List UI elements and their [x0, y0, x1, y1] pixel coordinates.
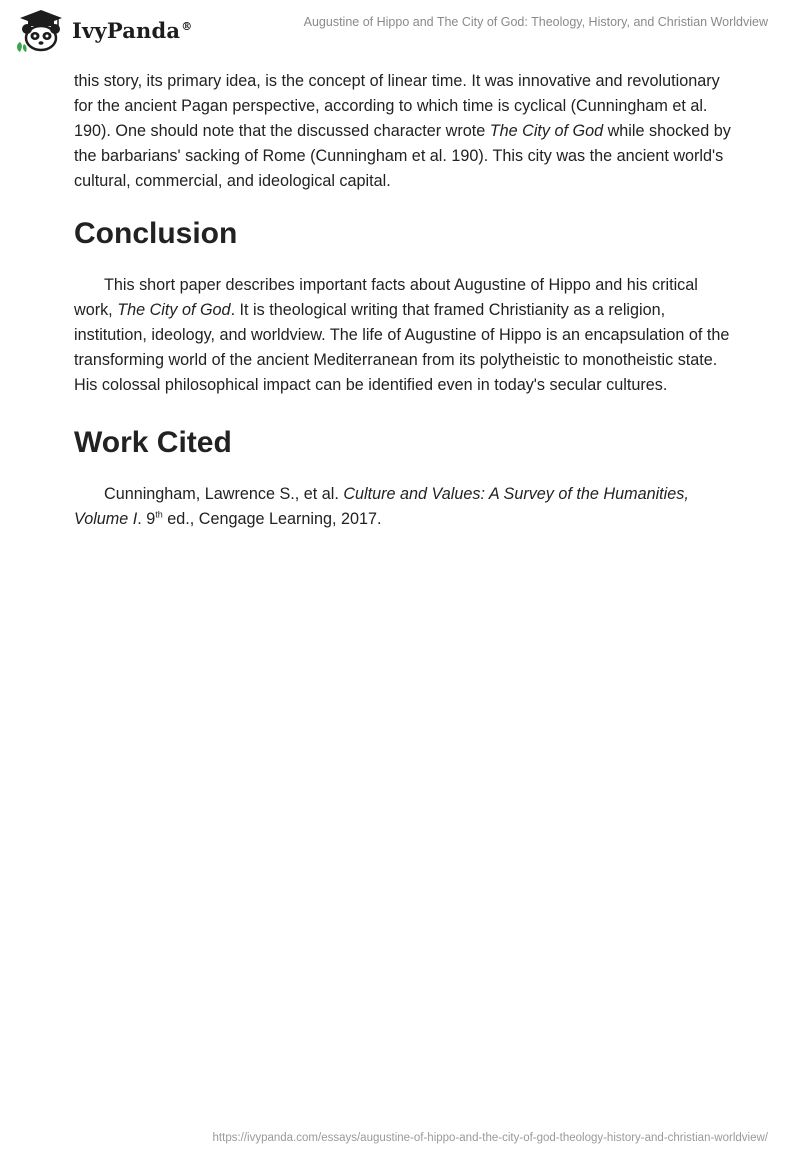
- panda-graduation-icon: [14, 8, 66, 52]
- edition-superscript: th: [155, 509, 163, 520]
- citation-title-italic: Culture and Values: A Survey of the Humanities, Volume I: [74, 485, 689, 528]
- book-title-italic: The City of God: [489, 122, 604, 140]
- logo-wordmark: IvyPanda®: [72, 17, 193, 43]
- registered-mark: ®: [181, 19, 193, 33]
- page-header: [0, 0, 800, 60]
- intro-paragraph: this story, its primary idea, is the concept of linear time. It was innovative and revolutionary for the ancient Pagan perspective, according to which time is cyclical (Cunningham et al. 190). One should note that the discussed character wrote The City of God while shocked by the barbarians' sacking of Rome (Cunningham et al. 190). This city was the ancient world's cultural, commercial, and ideological capital.: [74, 72, 731, 190]
- document-title: Augustine of Hippo and The City of God: Theology, History, and Christian Worldview: [303, 15, 768, 29]
- book-title-italic: The City of God: [117, 301, 231, 319]
- document-body: [74, 69, 734, 532]
- conclusion-heading: Conclusion: [74, 217, 238, 250]
- conclusion-paragraph: This short paper describes important facts about Augustine of Hippo and his critical work, The City of God. It is theological writing that framed Christianity as a religion, institution, ideology, and worldview. The life of Augustine of Hippo is an encapsulation of the transforming world of the ancient Mediterranean from its polytheistic to monotheistic state. His colossal philosophical impact can be identified even in today's secular cultures.: [74, 276, 730, 394]
- ivypanda-logo[interactable]: [14, 8, 192, 52]
- citation-entry: Cunningham, Lawrence S., et al. Culture and Values: A Survey of the Humanities, Volume I. 9th ed., Cengage Learning, 2017.: [74, 485, 689, 528]
- source-url[interactable]: https://ivypanda.com/essays/augustine-of-hippo-and-the-city-of-god-theology-history-and-christian-worldview/: [212, 1132, 768, 1144]
- work-cited-heading: Work Cited: [74, 426, 232, 459]
